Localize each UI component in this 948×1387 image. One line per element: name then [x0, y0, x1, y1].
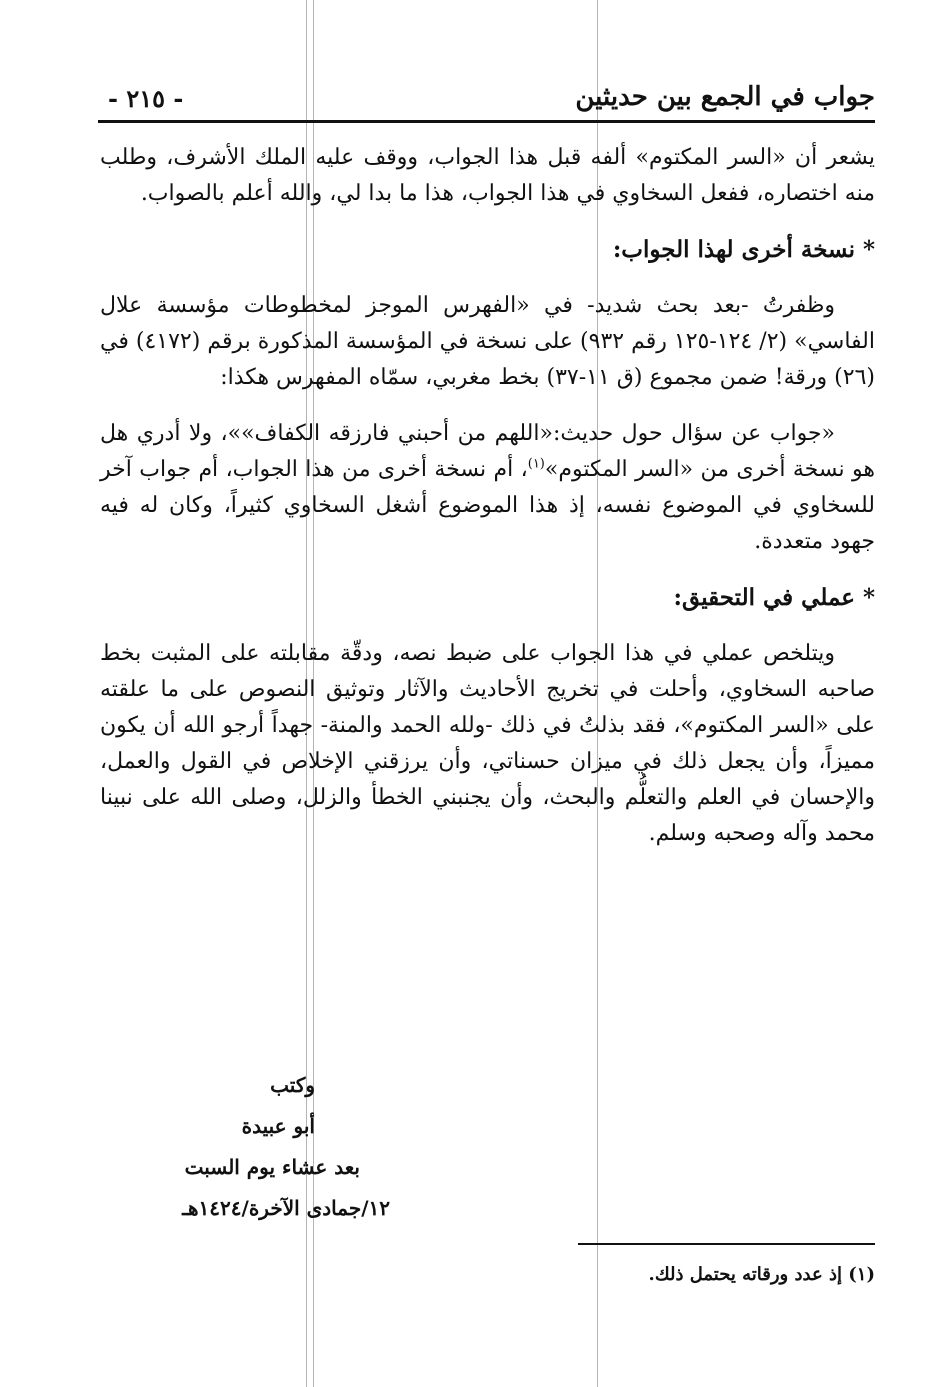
signature-block — [120, 1065, 390, 1229]
section-heading-text: عملي في التحقيق: — [673, 584, 855, 611]
footnote-reference: (١) — [527, 456, 545, 472]
signature-date: ١٢/جمادى الآخرة/١٤٢٤هـ — [182, 1196, 390, 1220]
footnote: (١) إذ عدد ورقاته يحتمل ذلك. — [648, 1264, 875, 1285]
running-title: جواب في الجمع بين حديثين — [575, 82, 875, 112]
signature-line: وكتب — [270, 1073, 315, 1097]
signature-time: بعد عشاء يوم السبت — [184, 1155, 360, 1179]
section-heading-text: نسخة أخرى لهذا الجواب: — [612, 236, 855, 263]
signature-name: أبو عبيدة — [241, 1114, 315, 1138]
paragraph-text: «جواب عن سؤال حول حديث:«اللهم من أحبني فارزقه الكفاف»»، ولا أدري هل هو نسخة أخرى من «السر المكتوم» — [100, 421, 875, 482]
page-number: - ٢١٥ - — [108, 84, 184, 113]
star-bullet-icon: * — [862, 584, 875, 611]
section-heading — [100, 232, 875, 268]
main-text — [100, 140, 875, 852]
paragraph: ويتلخص عملي في هذا الجواب على ضبط نصه، ودقّة مقابلته على المثبت بخط صاحبه السخاوي، وأحلت في تخريج الأحاديث والآثار وتوثيق النصوص على ما علقته على «السر المكتوم»، فقد بذلتُ في ذلك -ولله الحمد والمنة- جهداً أرجو الله أن يكون مميزاً، وأن يجعل ذلك في ميزان حسناتي، وأن يرزقني الإخلاص في القول والعمل، والإحسان في العلم والتعلُّم والبحث، وأن يجنبني الخطأ والزلل، وصلى الله على نبينا محمد وآله وصحبه وسلم. — [100, 641, 875, 846]
section-heading — [100, 580, 875, 616]
page-header — [98, 82, 875, 120]
paragraph: يشعر أن «السر المكتوم» ألفه قبل هذا الجواب، ووقف عليه الملك الأشرف، وطلب منه اختصاره، ففعل السخاوي في هذا الجواب، هذا ما بدا لي، والله أعلم بالصواب. — [100, 145, 875, 206]
paragraph-text: ، أم نسخة أخرى من هذا الجواب، أم جواب آخر للسخاوي في الموضوع نفسه، إذ هذا الموضوع أشغل السخاوي كثيراً، وكان له فيه جهود متعددة. — [100, 457, 875, 554]
paragraph — [100, 416, 875, 560]
footnote-separator — [578, 1243, 875, 1245]
header-rule — [98, 120, 875, 123]
paragraph: وظفرتُ -بعد بحث شديد- في «الفهرس الموجز لمخطوطات مؤسسة علال الفاسي» (٢/ ١٢٤-١٢٥ رقم ٩٣٢) على نسخة في المؤسسة المذكورة برقم (٤١٧٢) في (٢٦) ورقة! ضمن مجموع (ق ١١-٣٧) بخط مغربي، سمّاه المفهرس هكذا: — [100, 293, 875, 390]
star-bullet-icon: * — [862, 236, 875, 263]
